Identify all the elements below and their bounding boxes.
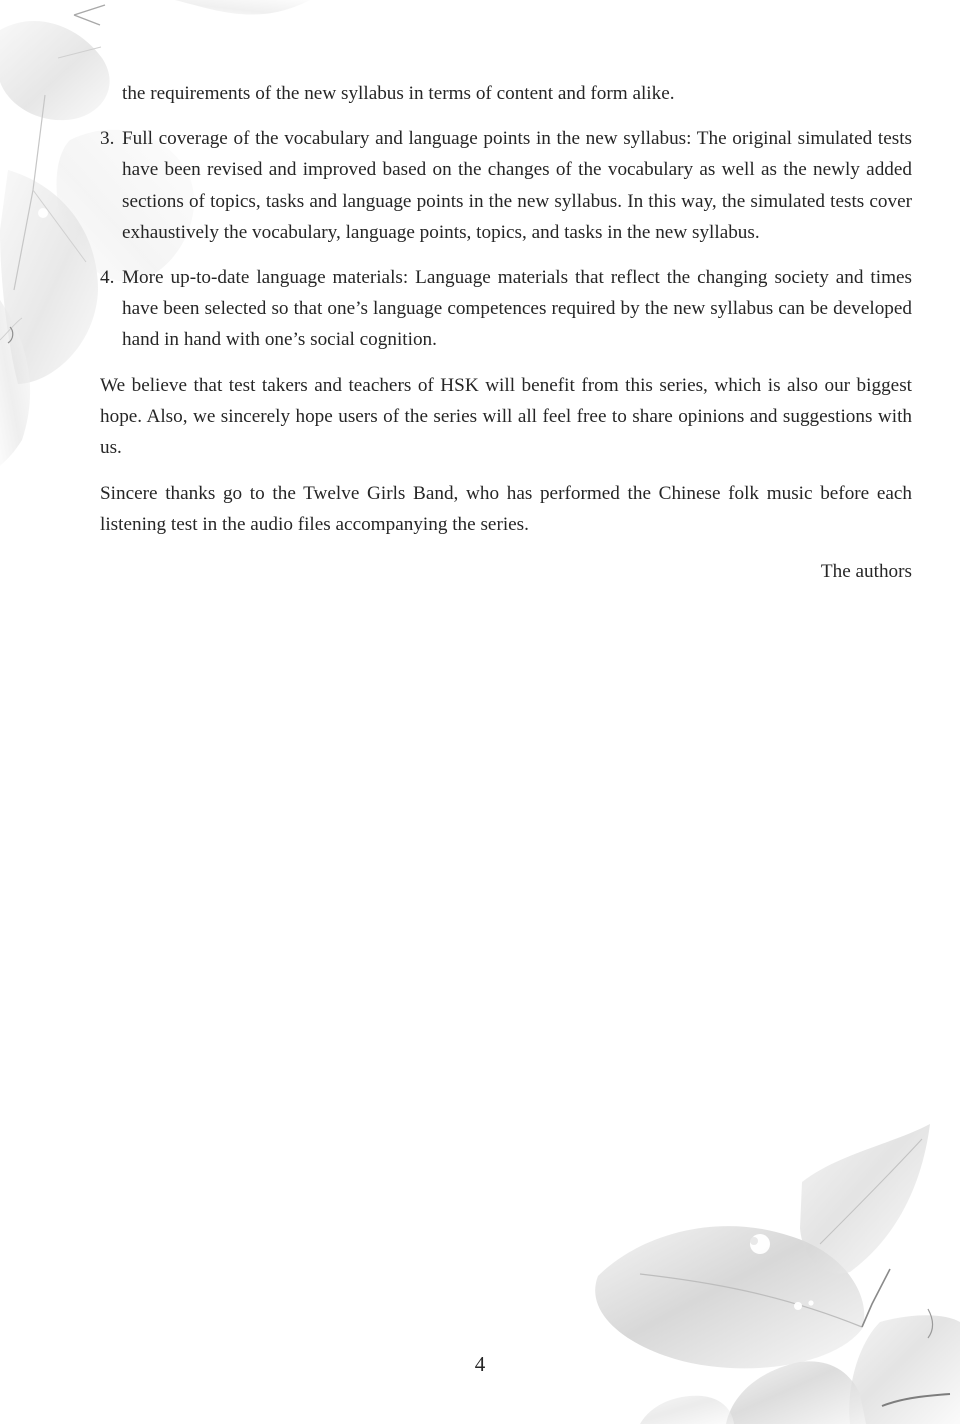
leaf-shape	[800, 1124, 930, 1274]
list-item	[100, 123, 912, 248]
leaf-shape	[0, 300, 30, 466]
paragraph: We believe that test takers and teachers of HSK will benefit from this series, which is also our biggest hope. Also, we sincerely hope users of the series will all feel free to share opinions and suggestions with us.	[100, 374, 912, 459]
leaf-shape	[0, 21, 110, 120]
paragraph: Sincere thanks go to the Twelve Girls Band, who has performed the Chinese folk music before each listening test in the audio files accompanying the series.	[100, 483, 912, 536]
leaf-shape	[849, 1315, 960, 1424]
leaf-vein	[33, 190, 86, 262]
leaf-decoration-bottom-right	[520, 1124, 960, 1424]
leaf-vein	[58, 47, 101, 58]
list-item-text: Full coverage of the vocabulary and language points in the new syllabus: The original simulated tests have been revised and improved based on the changes of the vocabulary as well as the newly added sections of topics, tasks and language points in the new syllabus. In this way, the simulated tests cover exhaustively the vocabulary, language points, topics, and tasks in the new syllabus.	[122, 128, 912, 243]
leaf-stem	[928, 1309, 933, 1338]
continuation-text: the requirements of the new syllabus in terms of content and form alike.	[122, 83, 675, 104]
list-item-continuation	[100, 78, 912, 109]
signature: The authors	[820, 560, 912, 582]
page-number: 4	[474, 1352, 486, 1376]
leaf-stem	[8, 327, 13, 343]
water-drop	[750, 1237, 758, 1245]
leaf-vein	[640, 1274, 862, 1327]
leaf-shape	[640, 1396, 734, 1424]
leaf-vein	[820, 1139, 922, 1244]
list-item	[100, 262, 912, 356]
leaf-vein	[14, 95, 45, 290]
leaf-stem	[862, 1269, 890, 1327]
leaf-vein	[0, 318, 22, 340]
leaf-shape	[726, 1361, 866, 1424]
leaf-shape	[595, 1226, 864, 1368]
water-drop	[808, 1300, 813, 1305]
leaf-shape	[175, 0, 310, 15]
water-drop	[794, 1302, 802, 1310]
water-drop	[38, 208, 48, 218]
list-item-text: More up-to-date language materials: Language materials that reflect the changing society and times have been selected so that one’s language competences required by the new syllabus can be developed hand in hand with one’s social cognition.	[122, 267, 912, 351]
list-item-number: 3.	[100, 128, 115, 150]
leaf-stem	[882, 1394, 950, 1406]
list-item-number: 4.	[100, 267, 115, 289]
body-text	[100, 78, 912, 587]
leaf-stem	[74, 5, 105, 25]
water-drop	[750, 1234, 770, 1254]
leaf-shape	[0, 170, 98, 384]
